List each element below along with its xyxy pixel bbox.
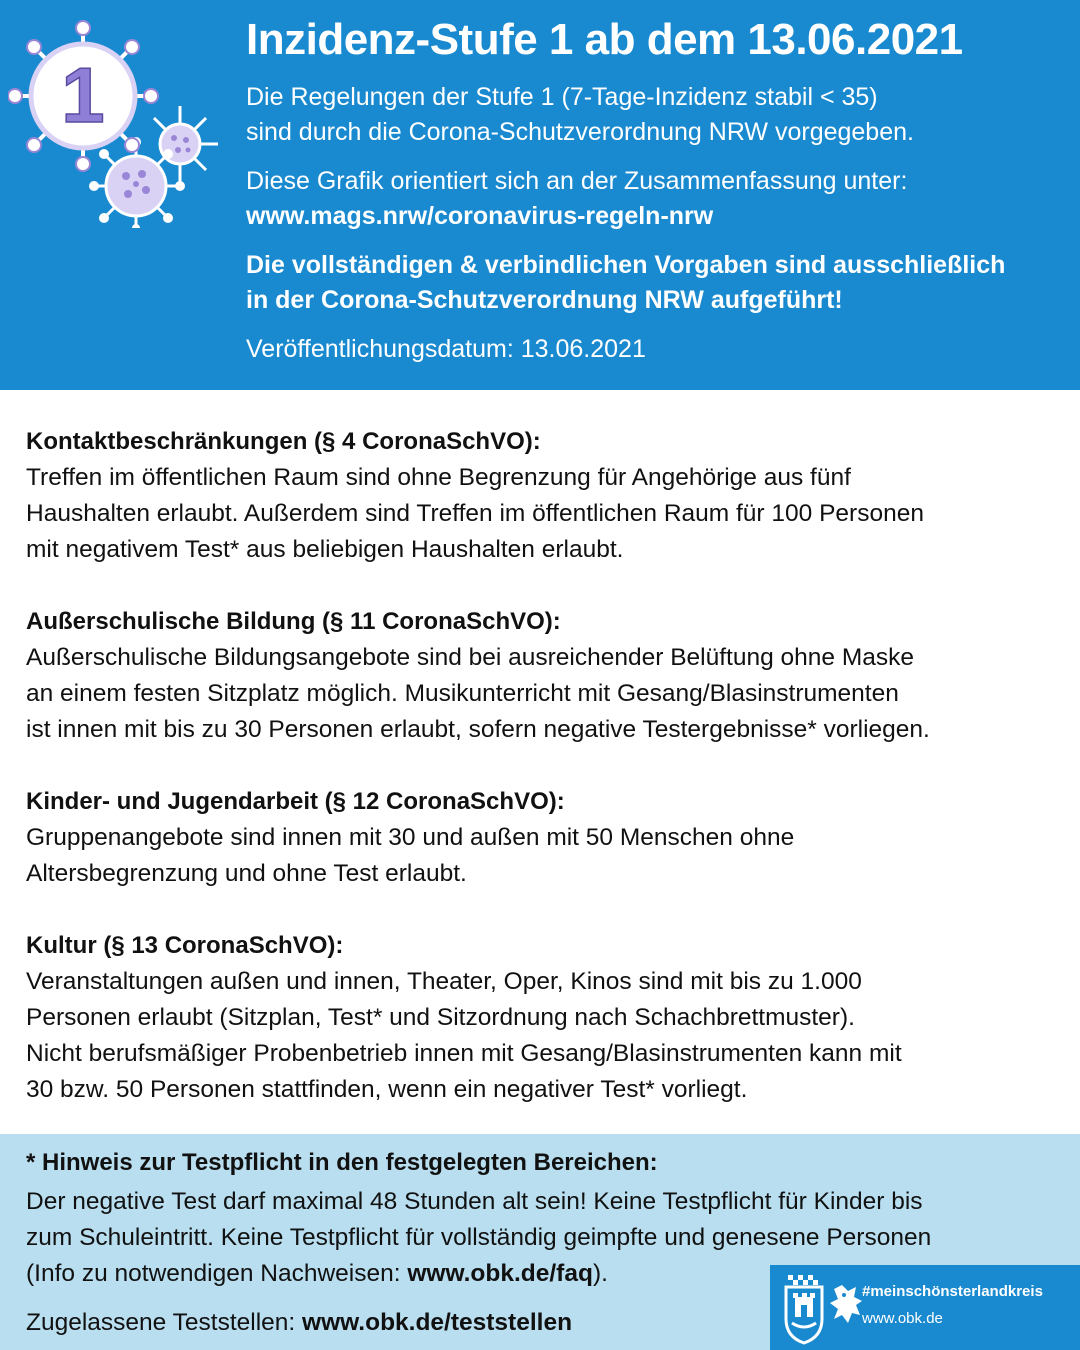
section-line: Gruppenangebote sind innen mit 30 und außen mit 50 Menschen ohne — [26, 824, 795, 851]
district-brand — [770, 1265, 1080, 1350]
section-heading: Außerschulische Bildung (§ 11 CoronaSchVO): — [26, 608, 561, 635]
section-line: Treffen im öffentlichen Raum sind ohne Begrenzung für Angehörige aus fünf — [26, 464, 851, 491]
section-line: 30 bzw. 50 Personen stattfinden, wenn ein negativer Test* vorliegt. — [26, 1076, 748, 1103]
section-culture — [26, 928, 1066, 1108]
section-line: mit negativem Test* aus beliebigen Haushalten erlaubt. — [26, 536, 624, 563]
test-stations-prefix: Zugelassene Teststellen: — [26, 1309, 303, 1336]
section-heading: Kultur (§ 13 CoronaSchVO): — [26, 932, 344, 959]
brand-url[interactable]: www.obk.de — [862, 1310, 943, 1327]
section-body — [26, 820, 1066, 892]
section-education — [26, 604, 1066, 748]
district-crest-icon — [778, 1273, 874, 1345]
source-text — [246, 164, 1066, 234]
page-title: Inzidenz-Stufe 1 ab dem 13.06.2021 — [246, 15, 963, 64]
intro-line: sind durch die Corona-Schutzverordnung NRW vorgegeben. — [246, 118, 914, 146]
rules-content — [26, 424, 1066, 1144]
badge-number: 1 — [61, 51, 105, 139]
section-line: Altersbegrenzung und ohne Test erlaubt. — [26, 860, 467, 887]
test-stations-link[interactable]: www.obk.de/teststellen — [302, 1309, 573, 1336]
intro-text — [246, 80, 1066, 150]
header-banner — [0, 0, 1080, 390]
faq-suffix: ). — [592, 1260, 608, 1287]
section-line: Veranstaltungen außen und innen, Theater, Oper, Kinos sind mit bis zu 1.000 — [26, 968, 862, 995]
faq-prefix: (Info zu notwendigen Nachweisen: — [26, 1260, 408, 1287]
section-line: Personen erlaubt (Sitzplan, Test* und Sitzordnung nach Schachbrettmuster). — [26, 1004, 855, 1031]
section-heading: Kontaktbeschränkungen (§ 4 CoronaSchVO): — [26, 428, 541, 455]
binding-note-line: in der Corona-Schutzverordnung NRW aufgeführt! — [246, 286, 843, 314]
section-line: Außerschulische Bildungsangebote sind bei ausreichender Belüftung ohne Maske — [26, 644, 915, 671]
test-notice-heading: * Hinweis zur Testpflicht in den festgelegten Bereichen: — [26, 1149, 658, 1176]
test-notice-line: zum Schuleintritt. Keine Testpflicht für vollständig geimpfte und genesene Personen — [26, 1224, 932, 1251]
intro-line: Die Regelungen der Stufe 1 (7-Tage-Inzidenz stabil < 35) — [246, 83, 878, 111]
virus-badge-icon — [8, 18, 218, 228]
section-line: an einem festen Sitzplatz möglich. Musikunterricht mit Gesang/Blasinstrumenten — [26, 680, 899, 707]
section-body — [26, 640, 1066, 748]
faq-link[interactable]: www.obk.de/faq — [407, 1260, 593, 1287]
binding-note — [246, 248, 1066, 318]
section-contacts — [26, 424, 1066, 568]
brand-hashtag: #meinschönsterlandkreis — [862, 1283, 1043, 1300]
header-text — [246, 12, 1066, 381]
section-line: Haushalten erlaubt. Außerdem sind Treffen im öffentlichen Raum für 100 Personen — [26, 500, 924, 527]
section-heading: Kinder- und Jugendarbeit (§ 12 CoronaSchVO): — [26, 788, 565, 815]
binding-note-line: Die vollständigen & verbindlichen Vorgaben sind ausschließlich — [246, 251, 1006, 279]
section-line: ist innen mit bis zu 30 Personen erlaubt, sofern negative Testergebnisse* vorliegen. — [26, 716, 930, 743]
section-body — [26, 964, 1066, 1108]
test-notice-line: Der negative Test darf maximal 48 Stunden alt sein! Keine Testpflicht für Kinder bis — [26, 1188, 923, 1215]
source-link[interactable]: www.mags.nrw/coronavirus-regeln-nrw — [246, 202, 714, 230]
section-line: Nicht berufsmäßiger Probenbetrieb innen mit Gesang/Blasinstrumenten kann mit — [26, 1040, 902, 1067]
published-date: Veröffentlichungsdatum: 13.06.2021 — [246, 335, 646, 363]
section-youth-work — [26, 784, 1066, 892]
section-body — [26, 460, 1066, 568]
source-line: Diese Grafik orientiert sich an der Zusammenfassung unter: — [246, 167, 908, 195]
